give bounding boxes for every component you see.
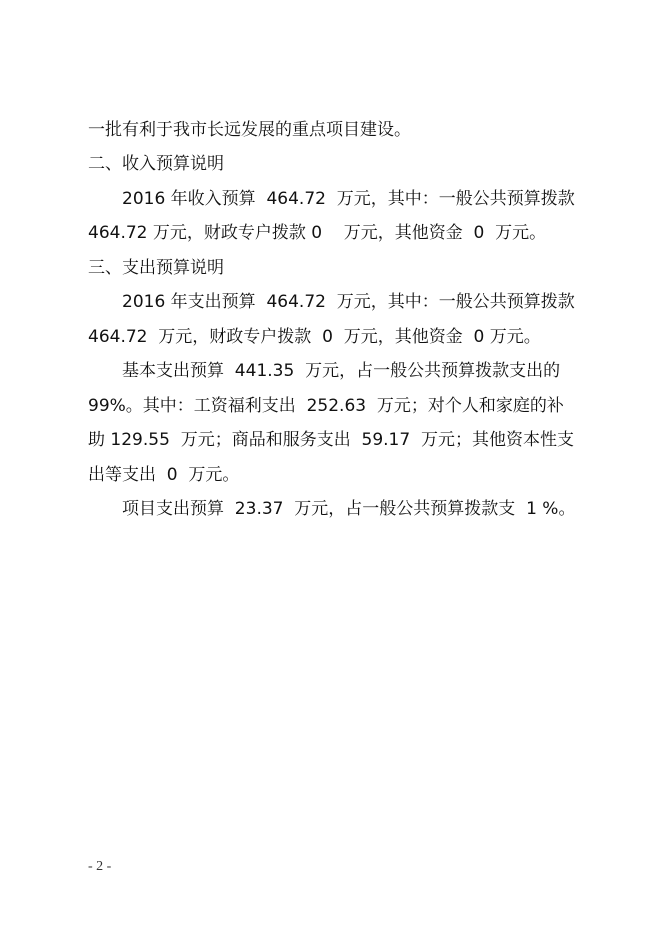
basic-expenditure-line-3: 助 129.55 万元；商品和服务支出 59.17 万元；其他资本性支 — [88, 430, 574, 450]
income-paragraph-line-1: 2016 年收入预算 464.72 万元，其中：一般公共预算拨款 — [122, 189, 575, 209]
expenditure-paragraph-line-1: 2016 年支出预算 464.72 万元，其中：一般公共预算拨款 — [122, 292, 575, 312]
basic-expenditure-line-4: 出等支出 0 万元。 — [88, 465, 240, 485]
basic-expenditure-line-1: 基本支出预算 441.35 万元，占一般公共预算拨款支出的 — [122, 361, 561, 381]
basic-expenditure-line-2: 99%。其中：工资福利支出 252.63 万元；对个人和家庭的补 — [88, 396, 564, 416]
page-number: - 2 - — [88, 859, 112, 874]
project-expenditure-line: 项目支出预算 23.37 万元，占一般公共预算拨款支 1 %。 — [122, 499, 576, 519]
section-heading-expenditure: 三、支出预算说明 — [88, 258, 224, 278]
expenditure-paragraph-line-2: 464.72 万元，财政专户拨款 0 万元，其他资金 0 万元。 — [88, 327, 541, 347]
section-heading-income: 二、收入预算说明 — [88, 154, 224, 174]
paragraph-line-continuation: 一批有利于我市长远发展的重点项目建设。 — [88, 120, 411, 140]
income-paragraph-line-2: 464.72 万元，财政专户拨款 0 万元，其他资金 0 万元。 — [88, 223, 547, 243]
